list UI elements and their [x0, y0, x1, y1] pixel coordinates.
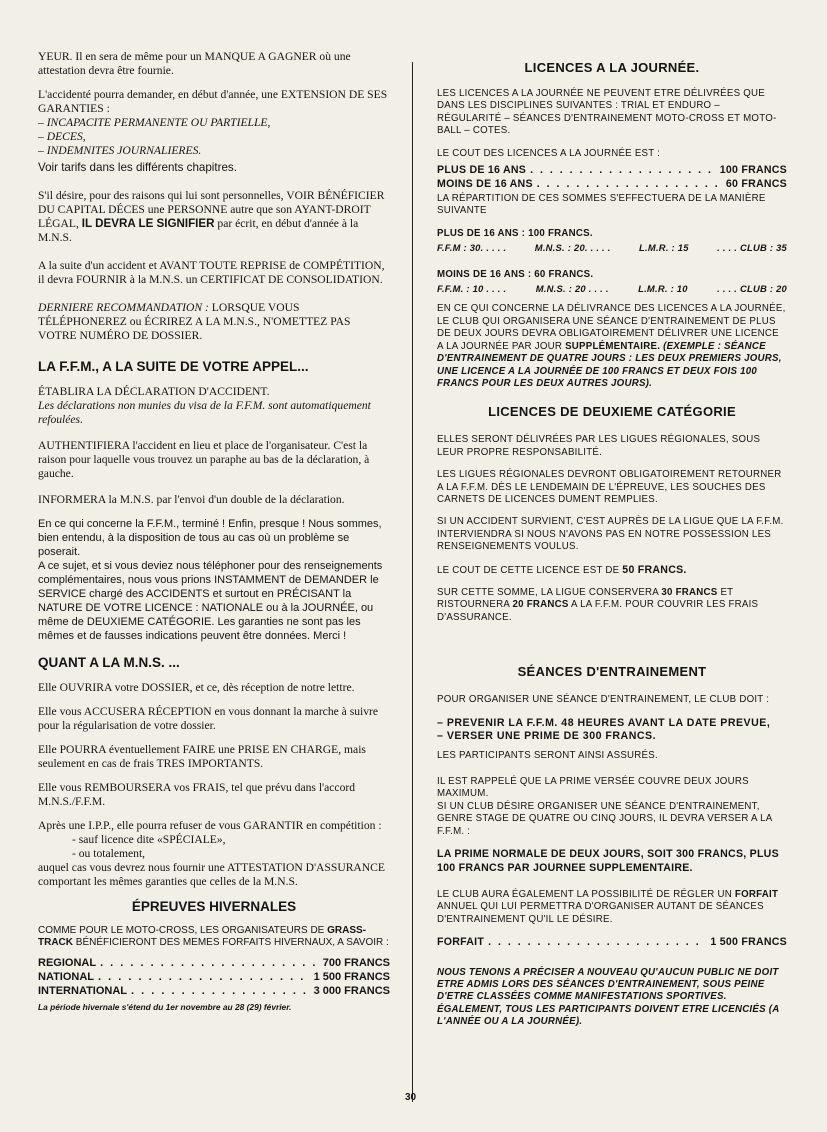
- paragraph: A la suite d'un accident et AVANT TOUTE REPRISE de COMPÉTITION, il devra FOURNIR à la M.N.S. un CERTIFICAT DE CONSOLIDATION.: [38, 259, 385, 286]
- paragraph: SUR CETTE SOMME, LA LIGUE CONSERVERA 30 FRANCS ET RISTOURNERA 20 FRANCS A LA F.F.M. POUR COUVRIR LES FRAIS D'ASSURANCE.: [437, 586, 759, 623]
- guarantee-item: – INCAPACITE PERMANENTE OU PARTIELLE,: [38, 116, 271, 129]
- paragraph: INFORMERA la M.N.S. par l'envoi d'un double de la déclaration.: [38, 493, 345, 506]
- requirements-list: [437, 717, 787, 744]
- cost-row: MOINS DE 16 ANS . . . 60 FRANCS: [437, 178, 787, 192]
- right-column: [437, 50, 787, 1029]
- paragraph: Après une I.P.P., elle pourra refuser de vous GARANTIR en compétition :: [38, 819, 382, 832]
- paragraph: S'il désire, pour des raisons qui lui sont personnelles, VOIR BÉNÉFICIER DU CAPITAL DÉCES une PERSONNE autre que son AYANT-DROIT LÉGAL, IL DEVRA LE SIGNIFIER par écrit, en début d'année à la M.N.S.: [38, 189, 385, 244]
- subheading: PLUS DE 16 ANS : 100 FRANCS.: [437, 227, 593, 239]
- forfaits-list: [38, 956, 390, 998]
- page-number: 30: [405, 1092, 417, 1103]
- paragraph: En ce qui concerne la F.F.M., terminé ! Enfin, presque ! Nous sommes, bien entendu, à la disposition de tous au cas où un problème se poserait.: [38, 518, 382, 558]
- paragraph: Voir tarifs dans les différents chapitres.: [38, 161, 237, 174]
- paragraph: LA RÉPARTITION DE CES SOMMES S'EFFECTUERA DE LA MANIÈRE SUIVANTE: [437, 193, 766, 217]
- paragraph: IL EST RAPPELÉ QUE LA PRIME VERSÉE COUVRE DEUX JOURS MAXIMUM.: [437, 776, 749, 800]
- guarantee-item: – DECES,: [38, 130, 86, 143]
- footnote: La période hivernale s'étend du 1er novembre au 28 (29) février.: [38, 1001, 292, 1012]
- paragraph: Elle POURRA éventuellement FAIRE une PRISE EN CHARGE, mais seulement en cas de frais TRES IMPORTANTS.: [38, 743, 366, 770]
- section-heading: LA F.F.M., A LA SUITE DE VOTRE APPEL...: [38, 359, 309, 374]
- paragraph: Elle vous ACCUSERA RÉCEPTION en vous donnant la marche à suivre pour la régularisation de votre dossier.: [38, 705, 379, 732]
- list-item: – PREVENIR LA F.F.M. 48 HEURES AVANT LA DATE PREVUE,: [437, 716, 771, 729]
- forfait-row: INTERNATIONAL . . . 3 000 FRANCS: [38, 984, 390, 998]
- paragraph: SI UN CLUB DÉSIRE ORGANISER UNE SÉANCE D'ENTRAINEMENT, GENRE STAGE DE QUATRE OU CINQ JOURS, IL DEVRA VERSER A LA F.F.M. :: [437, 800, 772, 837]
- paragraph: ELLES SERONT DÉLIVRÉES PAR LES LIGUES RÉGIONALES, SOUS LEUR PROPRE RESPONSABILITÉ.: [437, 434, 761, 458]
- split-row: F.F.M : 30. . . . . M.N.S. : 20. . . . . L.M.R. : 15 . . . . CLUB : 35: [437, 242, 787, 254]
- subheading: MOINS DE 16 ANS : 60 FRANCS.: [437, 268, 594, 280]
- section-heading: QUANT A LA M.N.S. ...: [38, 655, 180, 670]
- paragraph: YEUR. Il en sera de même pour un MANQUE A GAGNER où une attestation devra être fournie.: [38, 50, 351, 77]
- section-heading: SÉANCES D'ENTRAINEMENT: [517, 664, 707, 680]
- paragraph: A ce sujet, et si vous deviez nous téléphoner pour des renseignements complémentaires, nous vous prions INSTAMMENT de DEMANDER le SERVICE chargé des ACCIDENTS et surtout en PRÉCISANT la NATURE DE VOTRE LICENCE : NATIONALE ou à la JOURNÉE, ou même de DEUXIEME CATÉGORIE. Les garanties ne sont pas les mêmes et de fausses indications peuvent être données. Merci !: [38, 560, 383, 642]
- guarantee-item: – INDEMNITES JOURNALIERES.: [38, 144, 202, 157]
- section-heading: ÉPREUVES HIVERNALES: [131, 899, 297, 914]
- paragraph: auquel cas vous devrez nous fournir une ATTESTATION D'ASSURANCE comportant les mêmes garanties que celles de la M.N.S.: [38, 861, 385, 888]
- paragraph: SI UN ACCIDENT SURVIENT, C'EST AUPRÈS DE LA LIGUE QUE LA F.F.M. INTERVIENDRA SI NOUS N'AVONS PAS EN NOTRE POSSESSION LES RENSEIGNEMENTS VOULUS.: [437, 516, 784, 553]
- paragraph: NOUS TENONS A PRÉCISER A NOUVEAU QU'AUCUN PUBLIC NE DOIT ETRE ADMIS LORS DES SÉANCES D'ENTRAINEMENT, SOUS PEINE D'ETRE CLASSÉES COMME MANIFESTATIONS SPORTIVES. ÉGALEMENT, TOUS LES PARTICIPANTS DOIVENT ETRE LICENCIÉS (A L'ANNÉE OU A LA JOURNÉE).: [437, 966, 780, 1028]
- forfait-row: FORFAIT . . . 1 500 FRANCS: [437, 936, 787, 948]
- list-item: – VERSER UNE PRIME DE 300 FRANCS.: [437, 730, 657, 743]
- paragraph: LE COUT DES LICENCES A LA JOURNÉE EST :: [437, 147, 661, 159]
- list-item: - sauf licence dite «SPÉCIALE»,: [72, 833, 226, 846]
- paragraph: LE COUT DE CETTE LICENCE EST DE 50 FRANCS.: [437, 563, 687, 576]
- paragraph: COMME POUR LE MOTO-CROSS, LES ORGANISATEURS DE GRASS-TRACK BÉNÉFICIERONT DES MEMES FORFAITS HIVERNAUX, A SAVOIR :: [38, 925, 389, 949]
- cost-row: PLUS DE 16 ANS . . . 100 FRANCS: [437, 164, 787, 178]
- paragraph: LES LICENCES A LA JOURNÉE NE PEUVENT ETRE DÉLIVRÉES QUE DANS LES DISCIPLINES SUIVANTES : TRIAL ET ENDURO – RÉGULARITÉ – SÉANCES D'ENTRAINEMENT MOTO-CROSS ET MOTO-BALL – COTES.: [437, 88, 777, 137]
- forfait-row: NATIONAL . . . 1 500 FRANCS: [38, 970, 390, 984]
- section-heading: LICENCES DE DEUXIEME CATÉGORIE: [488, 404, 736, 420]
- paragraph: L'accidenté pourra demander, en début d'année, une EXTENSION DE SES GARANTIES :: [38, 88, 388, 115]
- paragraph: LE CLUB AURA ÉGALEMENT LA POSSIBILITÉ DE RÉGLER UN FORFAIT ANNUEL QUI LUI PERMETTRA D'ORGANISER AUTANT DE SÉANCES D'ENTRAINEMENT QU'IL LE DÉSIRE.: [437, 889, 779, 925]
- section-heading: LICENCES A LA JOURNÉE.: [524, 60, 700, 75]
- paragraph: Elle vous REMBOURSERA vos FRAIS, tel que prévu dans l'accord M.N.S./F.F.M.: [38, 781, 356, 808]
- paragraph: AUTHENTIFIERA l'accident en lieu et place de l'organisateur. C'est la raison pour laquelle vous trouvez un paraphe au bas de la déclaration, à gauche.: [38, 439, 370, 480]
- paragraph: LES LIGUES RÉGIONALES DEVRONT OBLIGATOIREMENT RETOURNER A LA F.F.M. DÈS LE LENDEMAIN DE L'ÉPREUVE, LES SOUCHES DES CARNETS DE LICENCES DUMENT REMPLIES.: [437, 469, 782, 505]
- paragraph: Elle OUVRIRA votre DOSSIER, et ce, dès réception de notre lettre.: [38, 681, 355, 694]
- paragraph: LA PRIME NORMALE DE DEUX JOURS, SOIT 300 FRANCS, PLUS 100 FRANCS PAR JOURNEE SUPPLEMENTAIRE.: [437, 848, 779, 874]
- paragraph: EN CE QUI CONCERNE LA DÉLIVRANCE DES LICENCES A LA JOURNÉE, LE CLUB QUI ORGANISERA UNE SÉANCE D'ENTRAINEMENT DE PLUS DE DEUX JOURS DEVRA OBLIGATOIREMENT DÉLIVRER UNE LICENCE A LA JOURNÉE PAR JOUR SUPPLÉMENTAIRE. (EXEMPLE : SÉANCE D'ENTRAINEMENT DE QUATRE JOURS : LES DEUX PREMIERS JOURS, UNE LICENCE A LA JOURNÉE DE 100 FRANCS ET DEUX FOIS 100 FRANCS POUR LES DEUX AUTRES JOURS).: [437, 303, 786, 389]
- paragraph: LES PARTICIPANTS SERONT AINSI ASSURÉS.: [437, 749, 658, 761]
- forfait-row: REGIONAL . . . 700 FRANCS: [38, 956, 390, 970]
- paragraph: DERNIERE RECOMMANDATION : LORSQUE VOUS TÉLÉPHONEREZ ou ÉCRIREZ A LA M.N.S., N'OMETTEZ PAS VOTRE NUMÉRO DE DOSSIER.: [38, 301, 351, 342]
- column-divider: [412, 62, 413, 1102]
- cost-list: [437, 164, 787, 191]
- paragraph: Les déclarations non munies du visa de la F.F.M. sont automatiquement refoulées.: [38, 399, 371, 426]
- left-column: [38, 50, 390, 1014]
- list-item: - ou totalement,: [72, 847, 146, 860]
- split-row: F.F.M. : 10 . . . . M.N.S. : 20 . . . . L.M.R. : 10 . . . . CLUB : 20: [437, 283, 787, 295]
- paragraph: ÉTABLIRA LA DÉCLARATION D'ACCIDENT.: [38, 385, 270, 398]
- paragraph: POUR ORGANISER UNE SÉANCE D'ENTRAINEMENT, LE CLUB DOIT :: [437, 694, 770, 706]
